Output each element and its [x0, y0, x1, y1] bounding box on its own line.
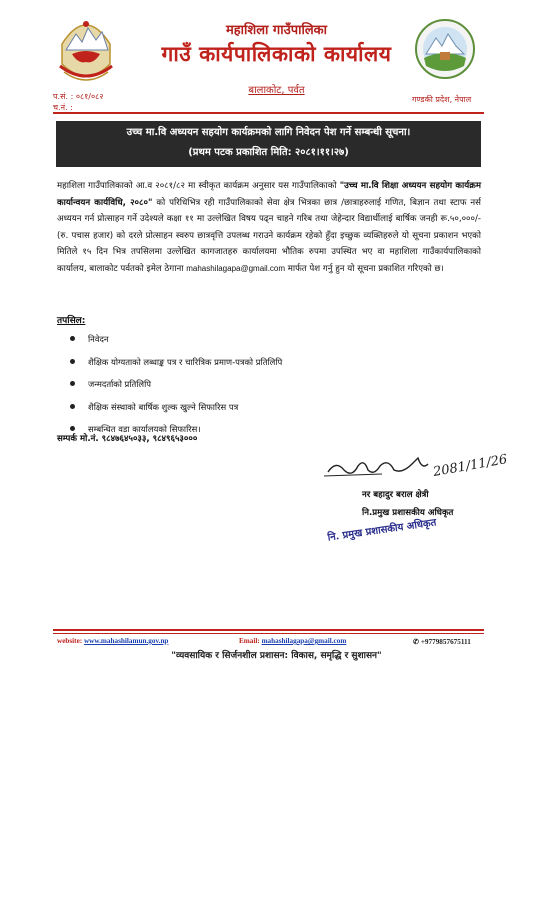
chalani-number: च.नं. :	[53, 103, 73, 112]
list-item: सम्बन्धित वडा कार्यालयको सिफारिस।	[70, 420, 282, 443]
signatory-name: नर बहादुर बराल क्षेत्री	[362, 490, 429, 500]
bullet-icon	[70, 381, 75, 386]
list-item: निवेदन	[70, 330, 282, 353]
bullet-icon	[70, 359, 75, 364]
signatory-designation: नि.प्रमुख प्रशासकीय अधिकृत	[362, 508, 454, 518]
program-name: "उच्च मा.वि शिक्षा अध्ययन सहयोग कार्यक्रम कार्यान्वयन कार्यविधि, २०८०"	[57, 181, 481, 208]
municipality-name: महाशिला गाउँपालिका	[225, 23, 328, 38]
notice-title: उच्च मा.वि अध्ययन सहयोग कार्यक्रमको लागि निवेदन पेश गर्ने सम्बन्धी सूचना।	[126, 127, 411, 138]
official-stamp: नि. प्रमुख प्रशासकीय अधिकृत	[326, 517, 438, 544]
list-item: शैक्षिक संस्थाको बार्षिक शुल्क खुल्ने सिफारिस पत्र	[70, 398, 282, 421]
contact-numbers: सम्पर्क मो.नं. ९८४७६४५०३३, ९८४९६५३०००	[57, 434, 198, 444]
body-intro: महाशिला गाउँपालिकाको आ.व २०८१/८२ मा स्वीकृत कार्यक्रम अनुसार यस गाउँपालिकाको	[57, 181, 340, 191]
notice-banner	[56, 121, 481, 167]
bullet-icon	[70, 426, 75, 431]
email-label: Email:	[239, 637, 260, 645]
bullet-icon	[70, 404, 75, 409]
province-name: गण्डकी प्रदेश, नेपाल	[412, 95, 472, 104]
tapasil-heading: तपसिल:	[57, 316, 86, 326]
footer-slogan: "व्यवसायिक र सिर्जनशील प्रशासन: विकास, समृद्धि र सुशासन"	[171, 651, 382, 661]
office-address: बालाकोट, पर्वत	[248, 85, 305, 96]
footer-contacts	[57, 637, 483, 645]
body-text-end: मार्फत पेश गर्नु हुन यो सूचना प्रकाशित गरिएको छ।	[285, 263, 444, 274]
body-email: mahashilagapa@gmail.com	[186, 263, 286, 273]
patra-sankhya: प.सं. : ०८१/०८२	[53, 92, 104, 101]
handwritten-date: 2081/11/26	[432, 452, 509, 480]
notice-published-date: (प्रथम पटक प्रकाशित मिति: २०८१।११।२७)	[188, 147, 349, 158]
website-label: website:	[57, 637, 83, 645]
footer-phone: +9779857675111	[420, 638, 471, 646]
tapasil-list	[70, 330, 282, 443]
notice-body	[57, 178, 481, 278]
phone-icon: ✆	[413, 638, 420, 646]
email-link[interactable]: mahashilagapa@gmail.com	[261, 637, 347, 645]
office-name: गाउँ कार्यपालिकाको कार्यालय	[161, 42, 392, 66]
bullet-icon	[70, 336, 75, 341]
list-item: शैक्षिक योग्यताको लब्धाङ्क पत्र र चारित्रिक प्रमाण-पत्रको प्रतिलिपि	[70, 353, 282, 376]
list-item: जन्मदर्ताको प्रतिलिपि	[70, 375, 282, 398]
website-link[interactable]: www.mahashilamun.gov.np	[83, 637, 169, 645]
header-rule	[53, 112, 484, 114]
footer-rule-top	[53, 629, 484, 631]
footer-rule-bottom	[53, 633, 484, 634]
handwritten-signature	[322, 452, 522, 488]
body-text: को परिधिभित्र रही गाउँपालिकाको सेवा क्षेत्र भित्रका छात्र /छात्राहरुलाई गणित, बिज्ञान तथा स्टाफ नर्स अध्ययन गर्न प्रोत्साहन गर्ने उदेश्यले कक्षा ११ मा उल्लेखित विषय पढ्न चाहने गरिब तथा जेहेन्दार विद्यार्थीलाई बार्षिक जनही रू.५०,०००/- (रु. पचास हजार) को दरले प्रोत्साहन स्वरुप छात्रवृत्ति उपलब्ध गराउने कार्यक्रम रहेको हुँदा इच्छुक व्यक्तिहरुले यो सूचना प्रकाशन भएको मितिले १५ दिन भित्र तपसिलमा उल्लेखित कागजातहरु कार्यालयमा भौतिक रुपमा उपस्थित भए वा महाशिला गाउँकार्यपालिकाको कार्यालय, बालाकोट पर्वतको इमेल ठेगाना	[57, 197, 481, 274]
